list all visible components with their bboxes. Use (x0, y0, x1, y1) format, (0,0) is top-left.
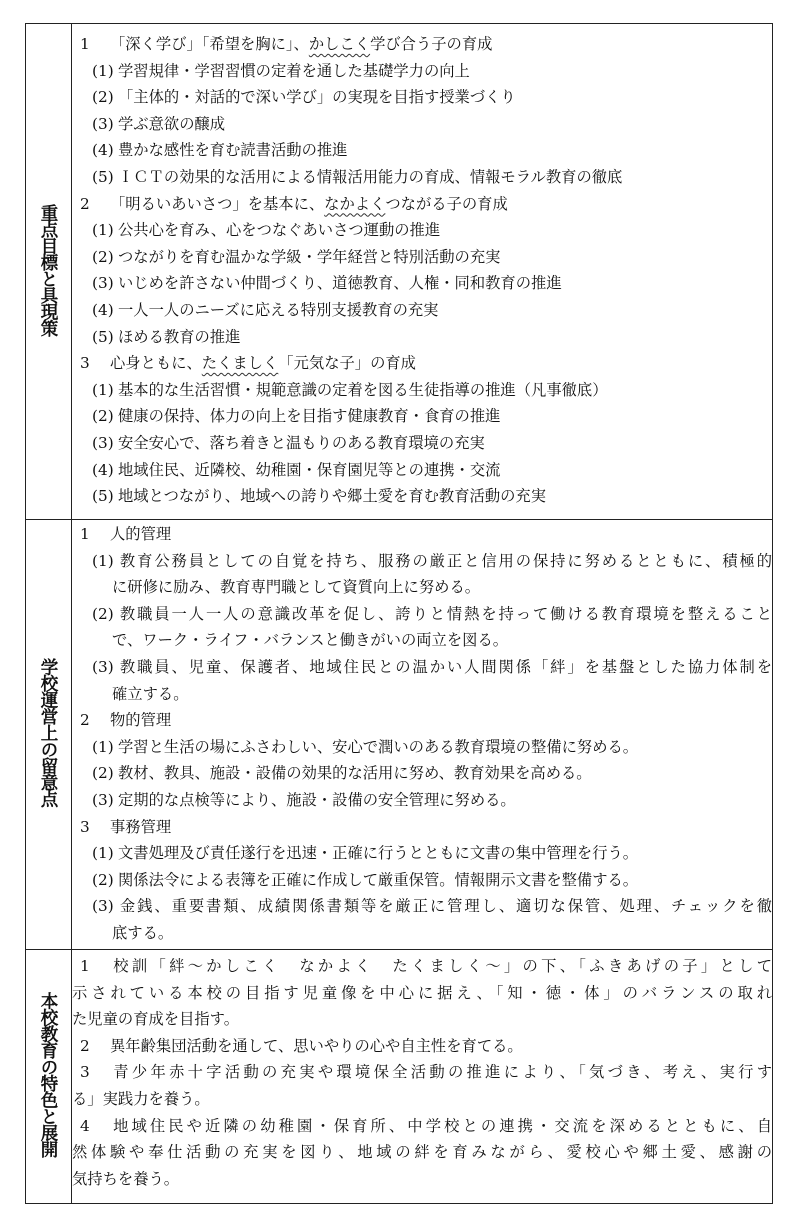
goal-text: 「明るいあいさつ」を基本に、 (110, 194, 325, 213)
subsection-heading (72, 707, 772, 734)
item-text: 教職員一人一人の意識改革を促し、誇りと情熱を持って働ける教育環境を整えること (118, 604, 772, 623)
section-label: 学校運営上の留意点 (38, 658, 58, 807)
item-number: (3) (92, 274, 114, 293)
item-text: 確立する。 (112, 684, 189, 703)
item-text: 健康の保持、体力の向上を目指す健康教育・食育の推進 (118, 407, 501, 426)
item-number: (3) (92, 433, 114, 452)
item-text: に研修に励み、教育専門職として資質向上に努める。 (112, 578, 481, 597)
goal-number: 3 (80, 354, 90, 373)
item-text: 文書処理及び責任遂行を迅速・正確に行うとともに文書の集中管理を行う。 (118, 844, 639, 863)
list-item-continuation (72, 980, 772, 1007)
item-text: 金銭、重要書類、成績関係書類等を厳正に管理し、適切な保管、処理、チェックを徹 (118, 897, 772, 916)
list-item (72, 1033, 772, 1060)
list-item (72, 324, 772, 351)
goal-text: 「深く学び」「希望を胸に」、 (110, 35, 309, 53)
heading-number: 3 (80, 817, 90, 836)
list-item (72, 377, 772, 404)
list-item (72, 217, 772, 244)
section-label-cell (26, 520, 72, 950)
subsection-heading (72, 814, 772, 841)
section-content (72, 520, 773, 950)
item-number: 2 (80, 1036, 90, 1055)
item-number: (1) (92, 844, 114, 863)
document-table (25, 23, 773, 1204)
list-item (72, 1059, 772, 1086)
item-number: (2) (92, 870, 114, 889)
item-text: ＩＣＴの効果的な活用による情報活用能力の育成、情報モラル教育の徹底 (118, 167, 623, 186)
item-number: (1) (92, 61, 114, 80)
goal-text: 「元気な子」の育成 (278, 354, 416, 373)
item-text: 然体験や奉仕活動の充実を図り、地域の絆を育みながら、愛校心や郷土愛、感謝の (72, 1143, 772, 1162)
section-label: 重点目標と具現策 (38, 203, 58, 336)
list-item (72, 867, 772, 894)
item-text: いじめを許さない仲間づくり、道徳教育、人権・同和教育の推進 (118, 274, 562, 293)
item-text: 示されている本校の目指す児童像を中心に据え、「知・徳・体」のバランスの取れ (72, 983, 772, 1002)
goal-number: 2 (80, 194, 90, 213)
section-row-management (26, 520, 773, 950)
item-text: 学習と生活の場にふさわしい、安心で潤いのある教育環境の整備に努める。 (118, 737, 639, 756)
list-item (72, 953, 772, 980)
list-item (72, 734, 772, 761)
list-item-continuation (72, 681, 772, 708)
goal-text: 心身ともに、 (110, 354, 202, 373)
item-text: 地域住民、近隣校、幼稚園・保育園児等との連携・交流 (118, 460, 501, 479)
goal-emphasis: かしこく (308, 35, 371, 53)
section-row-goals (26, 24, 773, 520)
item-number: 1 (80, 957, 90, 975)
item-text: 公共心を育み、心をつなぐあいさつ運動の推進 (118, 221, 441, 240)
item-text: る」実践力を養う。 (72, 1089, 210, 1108)
item-text: 青少年赤十字活動の充実や環境保全活動の推進により、「気づき、考え、実行す (110, 1063, 772, 1082)
item-number: 4 (80, 1116, 90, 1135)
item-number: (2) (92, 247, 114, 266)
section-label: 本校教育の特色と展開 (38, 992, 58, 1157)
list-item (72, 84, 772, 111)
item-text: 教育公務員としての自覚を持ち、服務の厳正と信用の保持に努めるとともに、積極的 (118, 551, 772, 570)
section-content (72, 24, 773, 520)
section-content (72, 950, 773, 1204)
item-text: ほめる教育の推進 (118, 327, 241, 346)
item-text: 学習規律・学習習慣の定着を通した基礎学力の向上 (118, 61, 470, 80)
list-item (72, 548, 772, 575)
item-number: (3) (92, 790, 114, 809)
item-number: (3) (92, 657, 114, 676)
list-item (72, 297, 772, 324)
item-number: (4) (92, 141, 114, 160)
item-text: で、ワーク・ライフ・バランスと働きがいの両立を図る。 (112, 631, 509, 650)
list-item (72, 244, 772, 271)
list-item (72, 893, 772, 920)
item-text: 安全安心で、落ち着きと温もりのある教育環境の充実 (118, 433, 485, 452)
item-number: (1) (92, 380, 114, 399)
item-text: 豊かな感性を育む読書活動の推進 (118, 141, 348, 160)
heading-text: 人的管理 (110, 525, 172, 543)
item-number: (4) (92, 300, 114, 319)
list-item-continuation (72, 920, 772, 947)
list-item (72, 430, 772, 457)
item-text: 定期的な点検等により、施設・設備の安全管理に努める。 (118, 790, 516, 809)
list-item (72, 137, 772, 164)
item-text: 「主体的・対話的で深い学び」の実現を目指す授業づくり (118, 88, 516, 107)
item-text: 基本的な生活習慣・規範意識の定着を図る生徒指導の推進（凡事徹底） (118, 380, 608, 399)
list-item (72, 270, 772, 297)
item-text: 教職員、児童、保護者、地域住民との温かい人間関係「絆」を基盤とした協力体制を (118, 657, 772, 676)
heading-number: 1 (80, 525, 90, 543)
item-text: 気持ちを養う。 (72, 1169, 180, 1188)
item-number: (5) (92, 327, 114, 346)
list-item (72, 654, 772, 681)
item-text: 地域住民や近隣の幼稚園・保育所、中学校との連携・交流を深めるとともに、自 (110, 1116, 772, 1135)
item-text: 地域とつながり、地域への誇りや郷土愛を育む教育活動の充実 (118, 487, 547, 506)
item-number: (4) (92, 460, 114, 479)
heading-text: 物的管理 (110, 711, 172, 730)
list-item (72, 760, 772, 787)
item-number: (5) (92, 167, 114, 186)
item-number: (3) (92, 897, 114, 916)
goal-heading (72, 31, 772, 58)
item-text: 底する。 (112, 923, 174, 942)
section-label-cell (26, 24, 72, 520)
list-item (72, 164, 772, 191)
item-text: 学ぶ意欲の醸成 (118, 114, 226, 133)
item-number: (2) (92, 407, 114, 426)
list-item-continuation (72, 1006, 772, 1033)
section-row-features (26, 950, 773, 1204)
item-text: 校訓「絆～かしこく なかよく たくましく～」の下、「ふきあげの子」として (110, 957, 772, 975)
list-item (72, 601, 772, 628)
list-item (72, 58, 772, 85)
item-number: (3) (92, 114, 114, 133)
list-item (72, 840, 772, 867)
section-label-cell (26, 950, 72, 1204)
item-number: (2) (92, 764, 114, 783)
item-text: つながりを育む温かな学級・学年経営と特別活動の充実 (118, 247, 501, 266)
item-text: 一人一人のニーズに応える特別支援教育の充実 (118, 300, 439, 319)
goal-heading (72, 191, 772, 218)
list-item-continuation (72, 1166, 772, 1193)
item-number: (2) (92, 88, 114, 107)
item-number: 3 (80, 1063, 90, 1082)
list-item (72, 111, 772, 138)
item-number: (5) (92, 487, 114, 506)
goal-heading (72, 350, 772, 377)
goal-emphasis: たくましく (201, 354, 279, 373)
list-item (72, 787, 772, 814)
goal-text: 学び合う子の育成 (370, 35, 493, 53)
list-item-continuation (72, 1139, 772, 1166)
list-item-continuation (72, 1086, 772, 1113)
goal-emphasis: なかよく (324, 194, 386, 213)
goal-text: つながる子の育成 (385, 194, 508, 213)
list-item-continuation (72, 627, 772, 654)
list-item (72, 1113, 772, 1140)
heading-text: 事務管理 (110, 817, 172, 836)
list-item (72, 403, 772, 430)
list-item (72, 457, 772, 484)
goal-number: 1 (80, 35, 90, 53)
item-text: た児童の育成を目指す。 (72, 1010, 240, 1029)
subsection-heading (72, 521, 772, 548)
item-number: (1) (92, 551, 114, 570)
item-text: 関係法令による表簿を正確に作成して厳重保管。情報開示文書を整備する。 (118, 870, 639, 889)
item-number: (1) (92, 221, 114, 240)
item-text: 教材、教具、施設・設備の効果的な活用に努め、教育効果を高める。 (118, 764, 592, 783)
item-number: (1) (92, 737, 114, 756)
item-text: 異年齢集団活動を通して、思いやりの心や自主性を育てる。 (110, 1036, 523, 1055)
list-item-continuation (72, 574, 772, 601)
item-number: (2) (92, 604, 114, 623)
heading-number: 2 (80, 711, 90, 730)
list-item (72, 483, 772, 510)
